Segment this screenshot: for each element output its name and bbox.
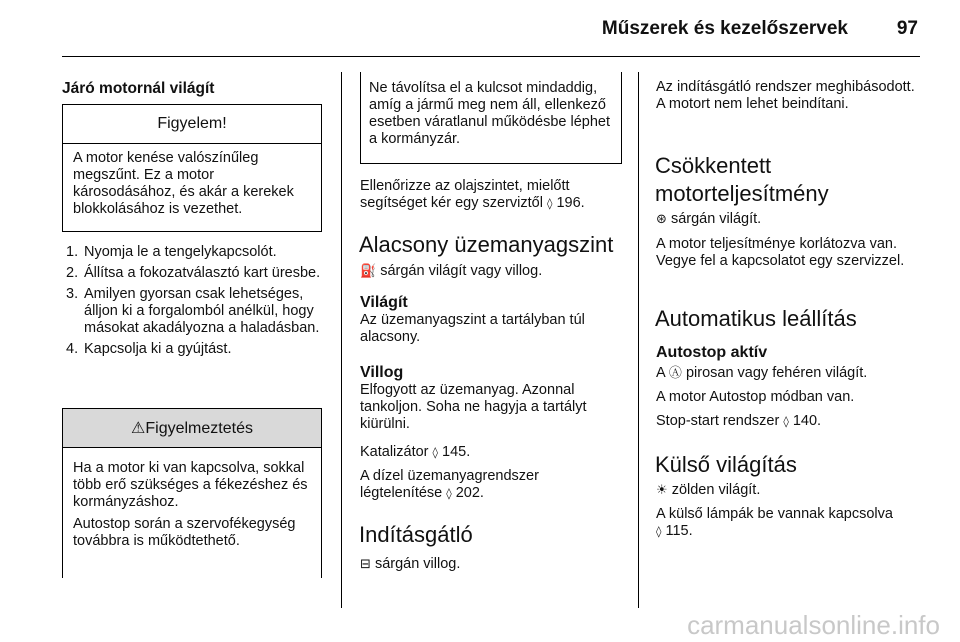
- exterior-light-text: A külső lámpák be vannak kapcsolva ◊ 115.: [656, 506, 893, 539]
- list-item: 3. Amilyen gyorsan csak lehetséges, álljon ki a forgalomból anélkül, hogy másokat akadályozna a haladásban.: [66, 286, 320, 336]
- immobiliser-continuation: Az indításgátló rendszer meghibásodott. A motort nem lehet beindítani.: [656, 79, 915, 112]
- fuel-status: ⛽ sárgán világít vagy villog.: [360, 263, 543, 279]
- fuel-blink-heading: Villog: [360, 364, 404, 381]
- watermark: carmanualsonline.info: [687, 610, 940, 640]
- warning-box: [62, 408, 322, 578]
- autostop-active-heading: Autostop aktív: [656, 344, 768, 361]
- section-heading-running-engine: Járó motornál világít: [62, 80, 215, 97]
- autostop-heading: Automatikus leállítás: [655, 306, 857, 331]
- header-rule: [62, 56, 920, 57]
- page-ref-icon: ◊: [446, 487, 452, 500]
- warning-body: [63, 448, 321, 561]
- diesel-text: A dízel üzemanyagrendszer légtelenítése ◊ 202.: [360, 468, 539, 501]
- page-ref-icon: ◊: [546, 197, 553, 210]
- fuel-lit-heading: Világít: [360, 294, 408, 311]
- immobiliser-heading: Indításgátló: [359, 522, 473, 547]
- list-item: 1. Nyomja le a tengelykapcsolót.: [66, 244, 277, 260]
- page-ref-icon: ◊: [783, 415, 789, 428]
- notice-box: [62, 104, 322, 232]
- warning-triangle-icon: ⚠: [131, 418, 146, 437]
- exterior-light-status: ☀ zölden világít.: [656, 482, 761, 498]
- page-number: 97: [896, 18, 918, 39]
- autostop-status: A Ⓐ pirosan vagy fehéren világít.: [656, 365, 868, 381]
- autostop-icon: Ⓐ: [668, 366, 682, 381]
- oil-ref: 196.: [556, 195, 585, 211]
- notice-title: Figyelem!: [63, 105, 321, 144]
- immobiliser-status: ⊟ sárgán villog.: [360, 556, 461, 572]
- chapter-title: Műszerek és kezelőszervek: [601, 18, 848, 39]
- autostop-mode-text: A motor Autostop módban van.: [656, 389, 855, 405]
- reduced-power-icon: ⊛: [656, 212, 667, 227]
- warning-title: Figyelmeztetés: [145, 420, 253, 437]
- immobiliser-icon: ⊟: [360, 557, 371, 572]
- fuel-lit-text: Az üzemanyagszint a tartályban túl alacsony.: [360, 312, 585, 345]
- reduced-power-heading: Csökkentett motorteljesítmény: [655, 153, 829, 206]
- catalyst-text: Katalizátor ◊ 145.: [360, 444, 471, 460]
- reduced-power-status: ⊛ sárgán világít.: [656, 211, 762, 227]
- warning-continuation-box: [360, 72, 622, 164]
- exterior-light-icon: ☀: [656, 483, 668, 498]
- stop-start-text: Stop-start rendszer ◊ 140.: [656, 413, 822, 429]
- warning-text-2: Autostop során a szervofékegység továbbra is működtethető.: [73, 516, 296, 549]
- column-divider-2: [638, 72, 639, 608]
- fuel-pump-icon: ⛽: [360, 264, 377, 279]
- page-header: [62, 14, 920, 44]
- list-item: 2. Állítsa a fokozatválasztó kart üresbe.: [66, 265, 321, 281]
- steps-list: [62, 244, 330, 362]
- column-divider-1: [341, 72, 342, 608]
- page-ref-icon: ◊: [656, 525, 662, 538]
- fuel-blink-text: Elfogyott az üzemanyag. Azonnal tankoljon. Soha ne hagyja a tartályt kiürülni.: [360, 382, 587, 432]
- oil-check-text: Ellenőrizze az olajszintet, mielőtt segítséget kér egy szerviztől ◊ 196.: [360, 178, 585, 211]
- list-item: 4. Kapcsolja ki a gyújtást.: [66, 341, 232, 357]
- warning-continuation-text: Ne távolítsa el a kulcsot mindaddig, amíg a jármű meg nem áll, ellenkező esetben váratlanul működésbe léphet a kormányzár.: [369, 80, 611, 147]
- notice-body: [63, 144, 321, 229]
- page-ref-icon: ◊: [432, 446, 438, 459]
- fuel-heading: Alacsony üzemanyagszint: [359, 232, 614, 257]
- notice-text: A motor kenése valószínűleg megszűnt. Ez a motor károsodásához, és akár a kerekek blokkolásához is vezethet.: [73, 150, 294, 217]
- exterior-light-heading: Külső világítás: [655, 452, 797, 477]
- reduced-power-text: A motor teljesítménye korlátozva van. Vegye fel a kapcsolatot egy szervizzel.: [656, 236, 905, 269]
- warning-title-bar: [63, 409, 321, 448]
- warning-text-1: Ha a motor ki van kapcsolva, sokkal több erő szükséges a fékezéshez és kormányzáshoz.: [73, 460, 308, 510]
